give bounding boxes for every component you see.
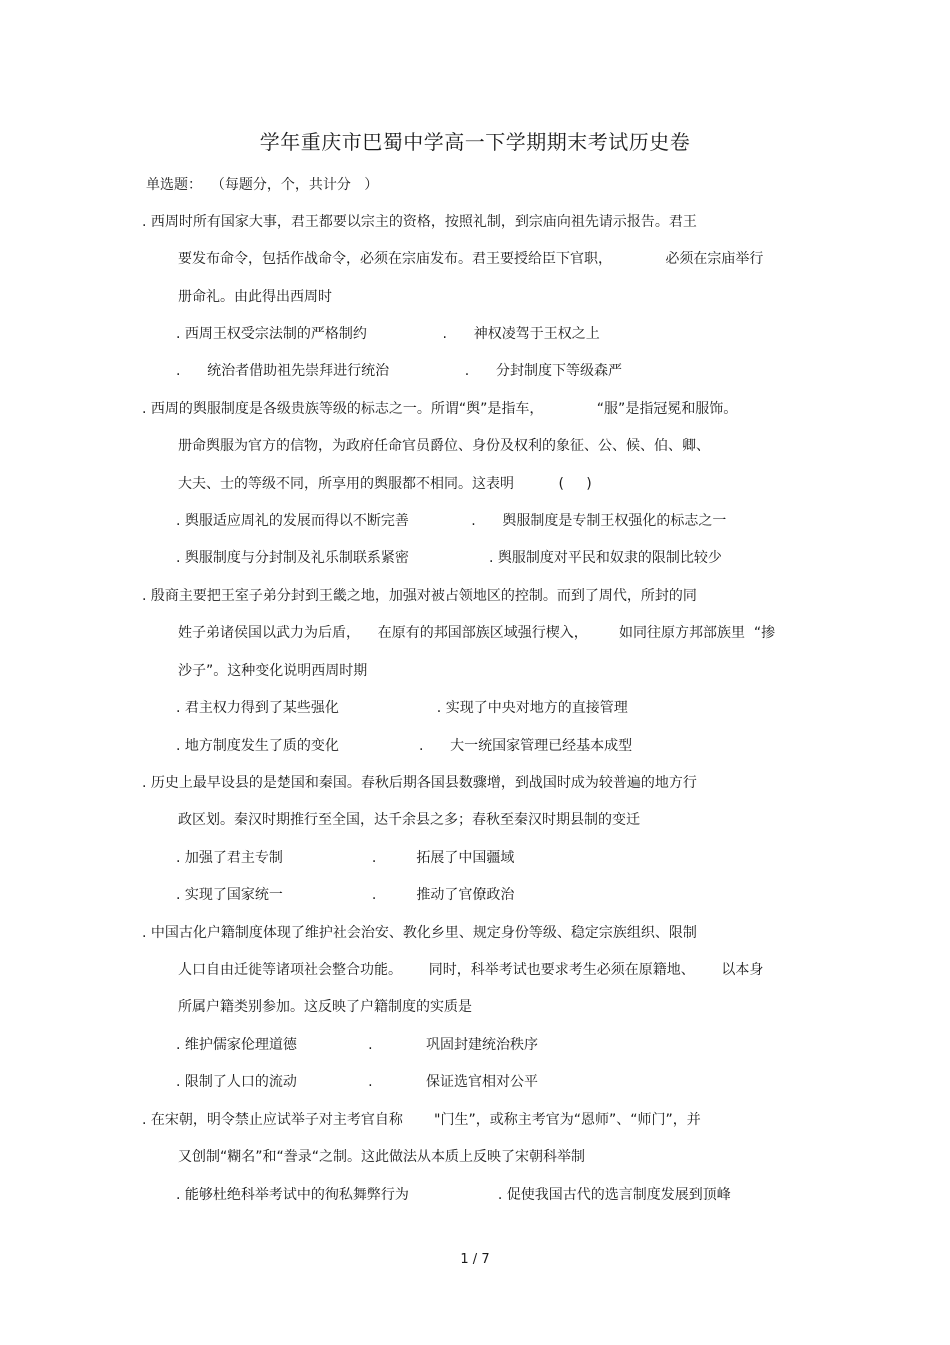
answer-options-row: . 加强了君主专制 . 拓展了中国疆域 <box>176 850 515 866</box>
answer-options-row: . 舆服适应周礼的发展而得以不断完善 . 舆服制度是专制王权强化的标志之一 <box>176 513 727 529</box>
question-line: 大夫、士的等级不同，所享用的舆服都不相同。这表明 ( ) <box>178 476 592 492</box>
question-line: 又创制“糊名”和“誊录“之制。这此做法从本质上反映了宋朝科举制 <box>178 1149 586 1165</box>
question-line: 册命礼。由此得出西周时 <box>178 289 332 305</box>
question-line: 所属户籍类别参加。这反映了户籍制度的实质是 <box>178 999 472 1015</box>
answer-options-row: . 能够杜绝科举考试中的徇私舞弊行为 . 促使我国古代的选言制度发展到顶峰 <box>176 1187 731 1203</box>
question-line: 人口自由迁徙等诸项社会整合功能。 同时，科举考试也要求考生必须在原籍地、 以本身 <box>178 962 764 978</box>
answer-options-row: . 实现了国家统一 . 推动了官僚政治 <box>176 887 515 903</box>
question-line: 姓子弟诸侯国以武力为后盾， 在原有的邦国部族区域强行楔入， 如同往原方邦部族里 “掺 <box>178 625 776 641</box>
question-line: 要发布命令，包括作战命令，必须在宗庙发布。君王要授给臣下官职， 必须在宗庙举行 <box>178 251 764 267</box>
question-line: 沙子”。这种变化说明西周时期 <box>178 663 368 679</box>
answer-options-row: . 西周王权受宗法制的严格制约 . 神权凌驾于王权之上 <box>176 326 600 342</box>
question-line: . 在宋朝，明令禁止应试举子对主考官自称 "门生”，或称主考官为“恩师”、“师门”，并 <box>142 1112 701 1128</box>
question-line: 政区划。秦汉时期推行至全国，达千余县之多；春秋至秦汉时期县制的变迁 <box>178 812 640 828</box>
page-number: 1 / 7 <box>460 1252 490 1267</box>
question-line: . 西周时所有国家大事，君王都要以宗主的资格，按照礼制，到宗庙向祖先请示报告。君王 <box>142 214 697 230</box>
question-line: . 殷商主要把王室子弟分封到王畿之地，加强对被占领地区的控制。而到了周代，所封的同 <box>142 588 697 604</box>
answer-options-row: . 地方制度发生了质的变化 . 大一统国家管理已经基本成型 <box>176 738 633 754</box>
answer-options-row: . 限制了人口的流动 . 保证选官相对公平 <box>176 1074 538 1090</box>
question-line: . 中国古化户籍制度体现了维护社会治安、教化乡里、规定身份等级、稳定宗族组织、限制 <box>142 925 697 941</box>
answer-options-row: . 君主权力得到了某些强化 . 实现了中央对地方的直接管理 <box>176 700 628 716</box>
answer-options-row: . 舆服制度与分封制及礼乐制联系紧密 . 舆服制度对平民和奴隶的限制比较少 <box>176 550 722 566</box>
question-line: . 西周的舆服制度是各级贵族等级的标志之一。所谓“舆”是指车， “服”是指冠冕和服饰。 <box>142 401 738 417</box>
section-heading: 单选题： （每题分，个，共计分 ） <box>146 177 379 193</box>
question-line: 册命舆服为官方的信物，为政府任命官员爵位、身份及权利的象征、公、候、伯、卿、 <box>178 438 710 454</box>
answer-options-row: . 维护儒家伦理道德 . 巩固封建统治秩序 <box>176 1037 538 1053</box>
answer-options-row: . 统治者借助祖先崇拜进行统治 . 分封制度下等级森严 <box>176 363 622 379</box>
question-line: . 历史上最早设县的是楚国和秦国。春秋后期各国县数骤增，到战国时成为较普遍的地方行 <box>142 775 697 791</box>
document-title: 学年重庆市巴蜀中学高一下学期期末考试历史卷 <box>259 130 691 154</box>
